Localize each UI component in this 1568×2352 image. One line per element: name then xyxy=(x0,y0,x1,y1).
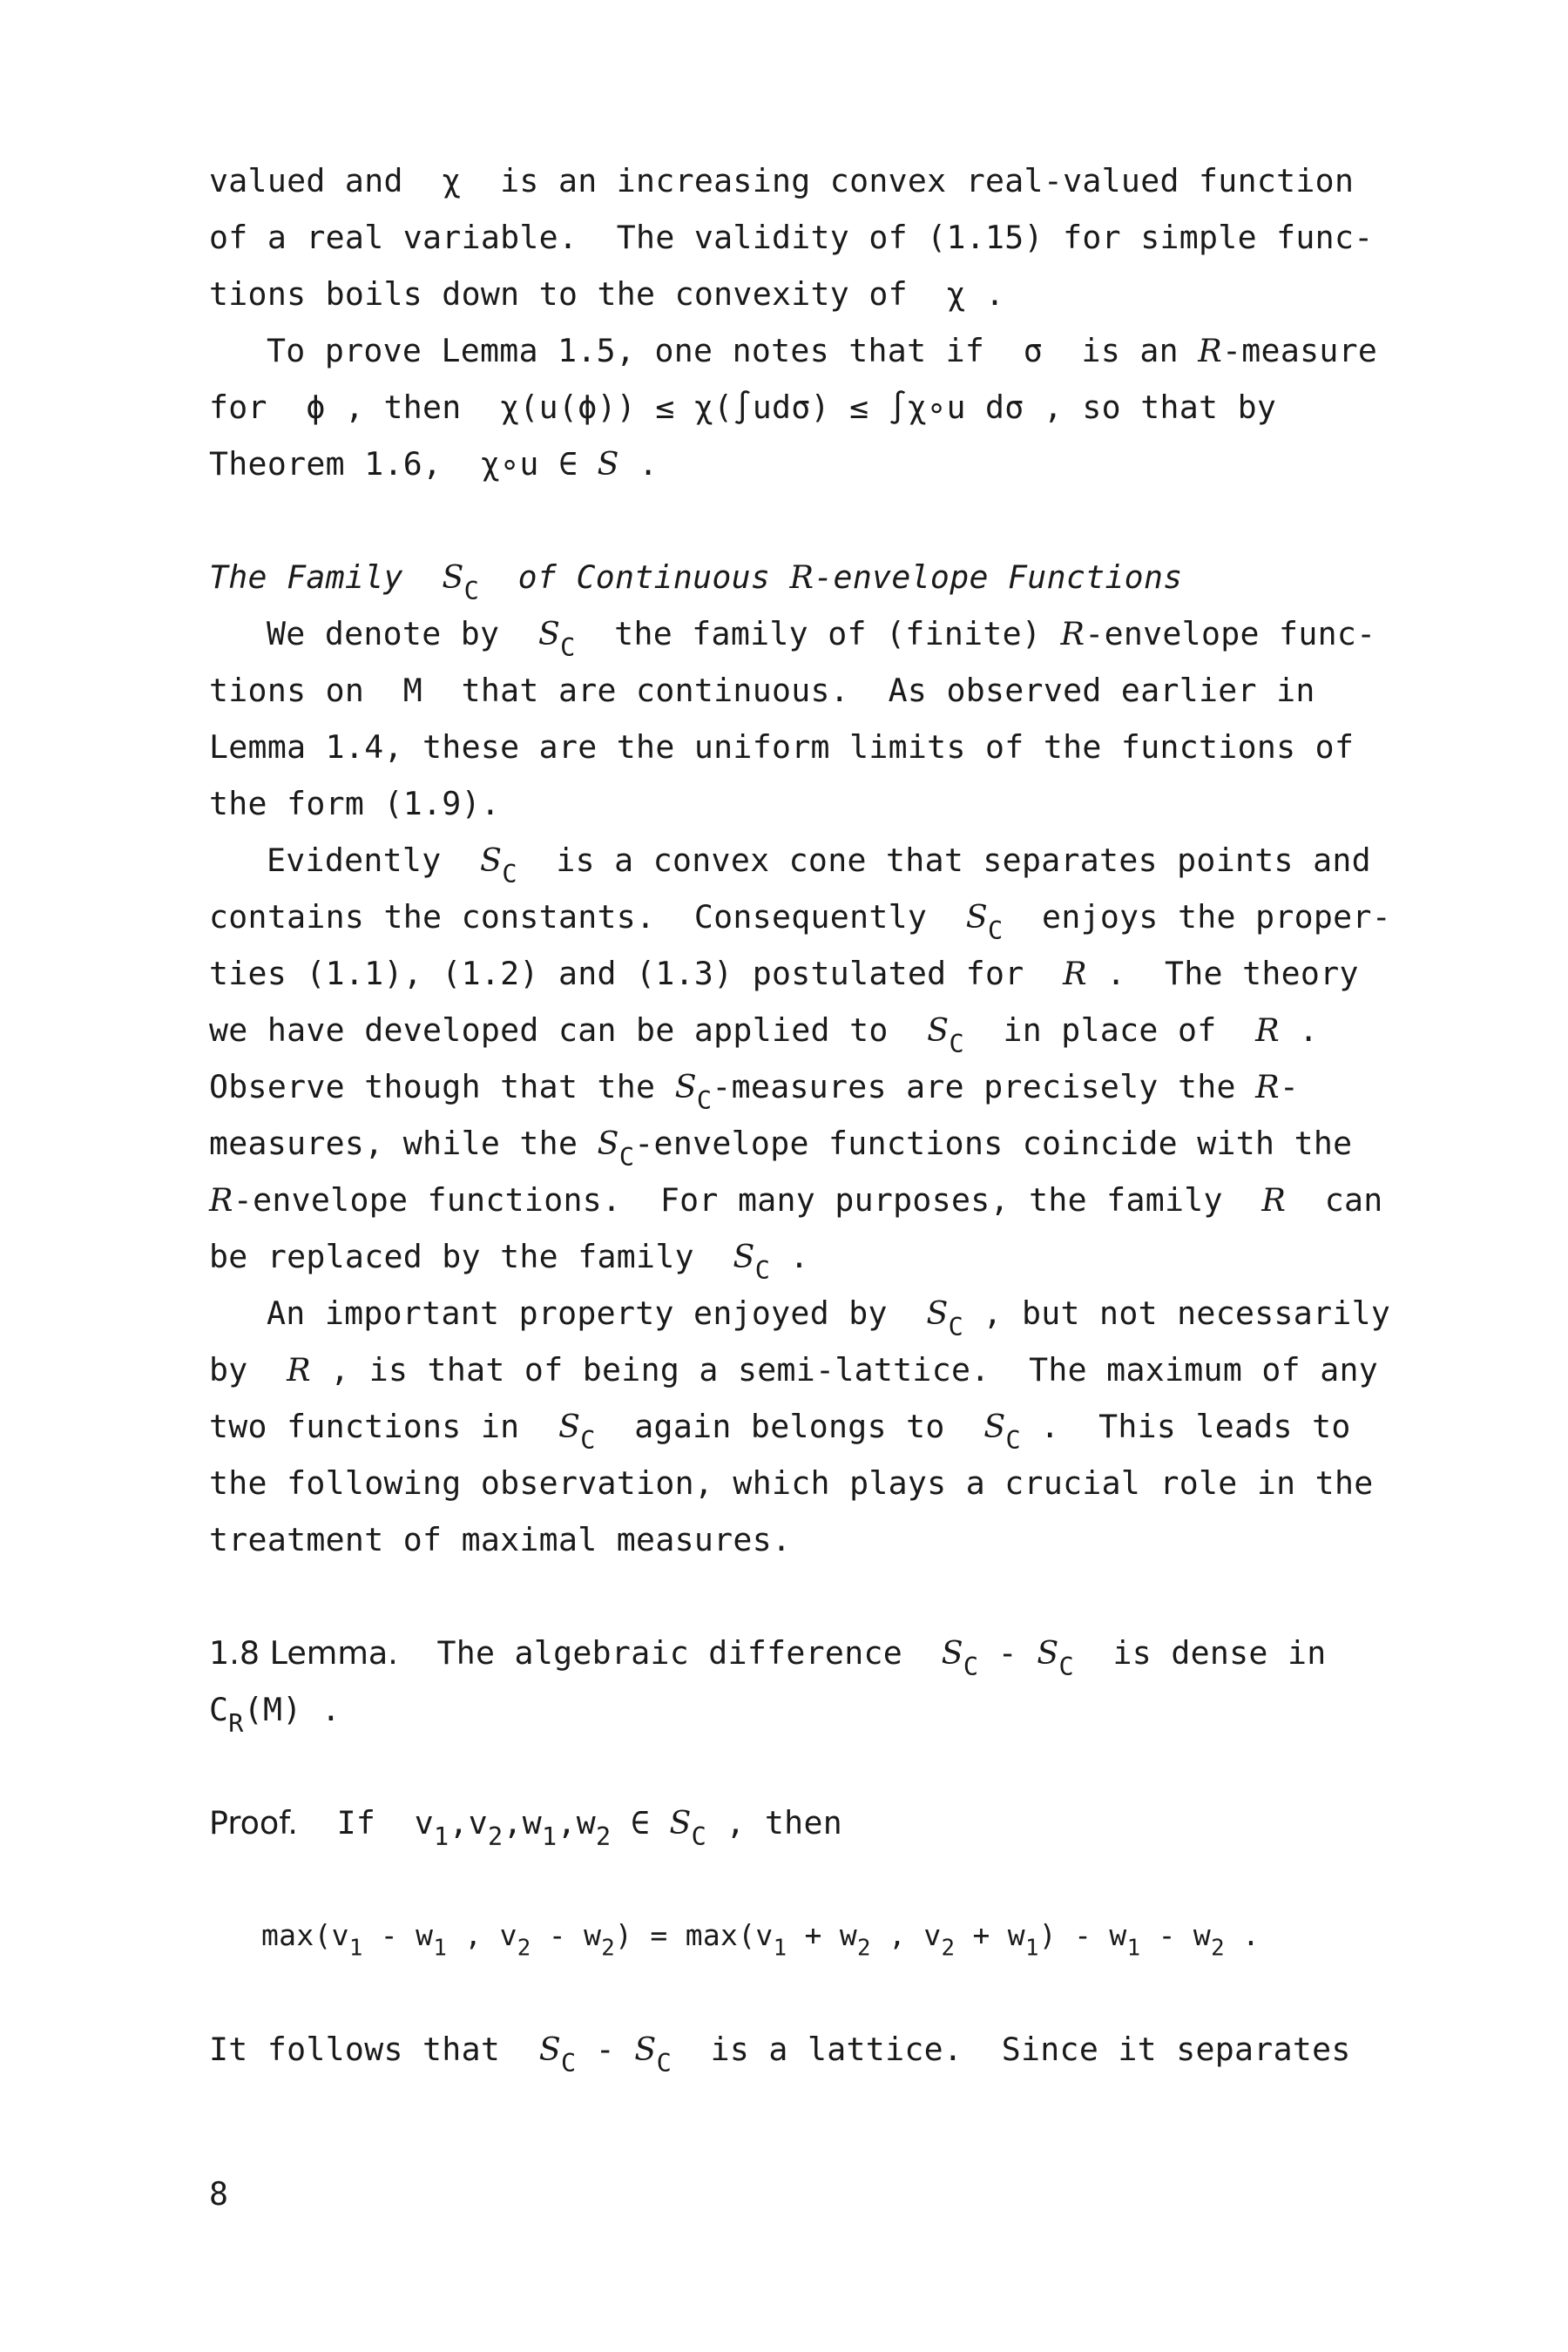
para4-line7: R-envelope functions. For many purposes, the family R can xyxy=(209,1181,1383,1219)
page-number: 8 xyxy=(209,2175,228,2213)
para3-line4: the form (1.9). xyxy=(209,785,501,822)
para4-line8: be replaced by the family $S_C$ . xyxy=(209,1238,809,1285)
para1-line3: tions boils down to the convexity of χ . xyxy=(209,275,1005,313)
para1-line2: of a real variable. The validity of (1.15) for simple func- xyxy=(209,219,1374,256)
proof-line1: Proof. If $v_1,v_2,w_1,w_2$ ∈ $S_C$ , then xyxy=(209,1804,843,1851)
para2-line1: To prove Lemma 1.5, one notes that if σ is an R-measure xyxy=(267,332,1378,369)
para4-line2: contains the constants. Consequently $S_C$ enjoys the proper- xyxy=(209,898,1391,945)
para4-line5: Observe though that the $S_C$-measures are precisely the R- xyxy=(209,1068,1300,1115)
para3-line1: We denote by $S_C$ the family of (finite) R-envelope func- xyxy=(267,615,1376,662)
para4-line3: ties (1.1), (1.2) and (1.3) postulated for R . The theory xyxy=(209,955,1359,992)
para5-line3: two functions in $S_C$ again belongs to $S_C$ . This leads to xyxy=(209,1408,1351,1455)
proof-equation: $\max(v_1 - w_1$ , $v_2 - w_2) = \max(v_1 + w_2$ , $v_2 + w_1) - w_1 - w_2$ . xyxy=(261,1918,1260,1962)
para4-line6: measures, while the $S_C$-envelope functions coincide with the xyxy=(209,1125,1353,1172)
lemma-line1: 1.8 Lemma. The algebraic difference $S_C - S_C$ is dense in xyxy=(209,1634,1327,1681)
para4-line1: Evidently $S_C$ is a convex cone that separates points and xyxy=(267,841,1371,889)
para5-line2: by R , is that of being a semi-lattice. The maximum of any xyxy=(209,1351,1379,1389)
para2-line2: for ϕ , then χ(u(ϕ)) ≤ χ(∫udσ) ≤ ∫χ∘u dσ , so that by xyxy=(209,389,1277,426)
para1-line1: valued and χ is an increasing convex real-valued function xyxy=(209,162,1355,199)
para2-line3: Theorem 1.6, χ∘u ∈ S . xyxy=(209,445,659,483)
para3-line2: tions on M that are continuous. As observed earlier in xyxy=(209,672,1315,709)
proof-line2: It follows that $S_C - S_C$ is a lattice. Since it separates xyxy=(209,2031,1351,2078)
proof-label: Proof. xyxy=(209,1804,299,1842)
para5-line1: An important property enjoyed by $S_C$ , but not necessarily xyxy=(267,1294,1391,1342)
para4-line4: we have developed can be applied to $S_C$ in place of R . xyxy=(209,1011,1319,1058)
para5-line5: treatment of maximal measures. xyxy=(209,1521,792,1558)
para3-line3: Lemma 1.4, these are the uniform limits of the functions of xyxy=(209,728,1355,766)
para5-line4: the following observation, which plays a crucial role in the xyxy=(209,1464,1374,1502)
lemma-label: 1.8 Lemma. xyxy=(209,1634,398,1672)
section-heading: The Family $S_C$ of Continuous R-envelope Functions xyxy=(209,558,1183,605)
lemma-line2: $C_R(M)$ . xyxy=(209,1691,341,1738)
